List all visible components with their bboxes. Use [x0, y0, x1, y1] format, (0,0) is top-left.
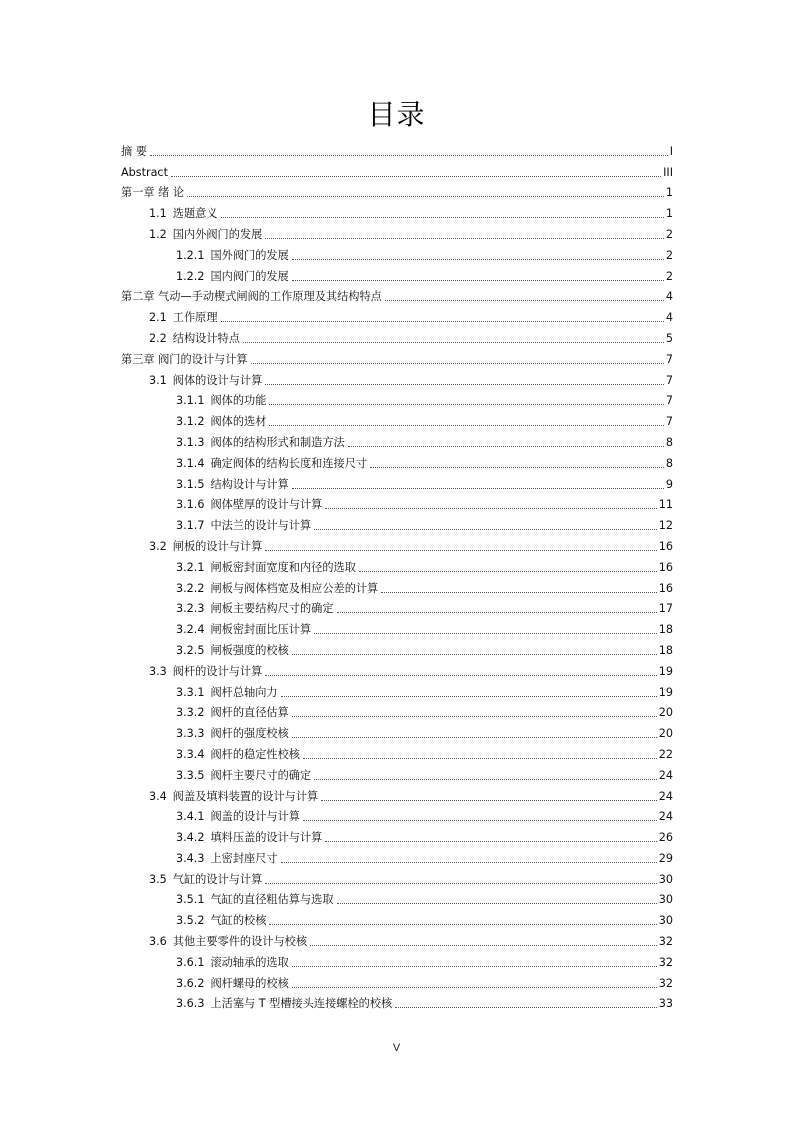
toc-dot-leader — [292, 280, 664, 281]
toc-dot-leader — [310, 945, 657, 946]
toc-dot-leader — [281, 696, 657, 697]
toc-dot-leader — [381, 592, 656, 593]
toc-entry[interactable] — [121, 741, 673, 762]
toc-entry-number: 3.1.3 — [176, 435, 205, 449]
toc-entry-page: 33 — [658, 997, 673, 1011]
toc-entry-title: 国内外阀门的发展 — [172, 227, 263, 241]
toc-entry-title: 中法兰的设计与计算 — [210, 519, 312, 533]
table-of-contents — [121, 138, 673, 1011]
toc-entry-title: 上密封座尺寸 — [210, 851, 278, 865]
toc-entry[interactable] — [121, 949, 673, 970]
toc-dot-leader — [243, 342, 664, 343]
toc-entry[interactable] — [121, 533, 673, 554]
toc-dot-leader — [221, 321, 664, 322]
toc-entry-page: 30 — [658, 893, 673, 907]
toc-entry-number: 3.6.3 — [176, 997, 205, 1011]
toc-entry[interactable] — [121, 304, 673, 325]
toc-entry[interactable] — [121, 596, 673, 617]
toc-dot-leader — [265, 883, 656, 884]
toc-entry[interactable] — [121, 824, 673, 845]
toc-entry[interactable] — [121, 450, 673, 471]
toc-dot-leader — [395, 1007, 657, 1008]
toc-entry-page: 1 — [665, 207, 673, 221]
toc-entry-page: 32 — [658, 955, 673, 969]
toc-entry-number: 3.3.5 — [176, 768, 205, 782]
toc-dot-leader — [370, 467, 664, 468]
toc-entry-title: Abstract — [121, 165, 168, 179]
toc-dot-leader — [292, 966, 657, 967]
toc-entry-page: 9 — [665, 477, 673, 491]
toc-entry-number: 3.2.3 — [176, 602, 205, 616]
toc-entry-title: 滚动轴承的选取 — [210, 955, 289, 969]
toc-entry-number: 3.4.1 — [176, 810, 205, 824]
toc-entry-page: 18 — [658, 643, 673, 657]
toc-entry-title: 国内阀门的发展 — [210, 269, 289, 283]
toc-entry-title: 气缸的直径粗估算与选取 — [210, 893, 334, 907]
toc-entry-title: 气缸的设计与计算 — [172, 872, 263, 886]
toc-entry-number: 3.1 — [149, 373, 167, 387]
toc-entry-page: 22 — [658, 747, 673, 761]
toc-entry[interactable] — [121, 575, 673, 596]
toc-entry-title: 闸板主要结构尺寸的确定 — [210, 602, 334, 616]
toc-dot-leader — [337, 903, 657, 904]
toc-entry[interactable] — [121, 367, 673, 388]
toc-entry-page: 30 — [658, 872, 673, 886]
toc-entry-page: 18 — [658, 623, 673, 637]
toc-entry[interactable] — [121, 325, 673, 346]
toc-entry-number: 3.1.6 — [176, 498, 205, 512]
toc-entry[interactable] — [121, 991, 673, 1012]
toc-entry-title: 工作原理 — [172, 311, 218, 325]
toc-entry[interactable] — [121, 845, 673, 866]
toc-entry-page: 7 — [665, 373, 673, 387]
toc-entry-page: 32 — [658, 935, 673, 949]
toc-dot-leader — [265, 238, 664, 239]
toc-dot-leader — [292, 259, 664, 260]
toc-dot-leader — [314, 633, 657, 634]
toc-entry-number: 3.3.3 — [176, 727, 205, 741]
toc-entry[interactable] — [121, 492, 673, 513]
toc-entry-page: 12 — [658, 519, 673, 533]
toc-entry[interactable] — [121, 887, 673, 908]
toc-entry[interactable] — [121, 658, 673, 679]
toc-entry-title: 结构设计与计算 — [210, 477, 289, 491]
toc-entry-page: 11 — [658, 498, 673, 512]
toc-entry-title: 第一章 绪 论 — [121, 186, 185, 200]
toc-entry-title: 第三章 阀门的设计与计算 — [121, 352, 248, 366]
toc-entry[interactable] — [121, 221, 673, 242]
toc-entry-title: 阀杆总轴向力 — [210, 685, 278, 699]
toc-dot-leader — [269, 924, 656, 925]
toc-entry-title: 第二章 气动—手动楔式闸阀的工作原理及其结构特点 — [121, 290, 382, 304]
toc-dot-leader — [337, 612, 657, 613]
toc-entry-title: 填料压盖的设计与计算 — [210, 831, 323, 845]
toc-dot-leader — [265, 675, 656, 676]
toc-entry-number: 3.1.2 — [176, 415, 205, 429]
toc-entry-title: 阀杆主要尺寸的确定 — [210, 768, 312, 782]
toc-entry-page: 19 — [658, 664, 673, 678]
toc-entry[interactable] — [121, 637, 673, 658]
toc-entry-page: I — [669, 144, 673, 158]
toc-entry-number: 3.2.2 — [176, 581, 205, 595]
toc-entry[interactable] — [121, 263, 673, 284]
toc-entry-number: 3.2.4 — [176, 623, 205, 637]
toc-entry-number: 3.6.1 — [176, 955, 205, 969]
toc-dot-leader — [269, 404, 663, 405]
toc-entry-page: 7 — [665, 352, 673, 366]
toc-entry-number: 3.3.2 — [176, 706, 205, 720]
toc-entry-number: 3.1.7 — [176, 519, 205, 533]
toc-entry-page: 24 — [658, 768, 673, 782]
toc-entry-number: 1.2.2 — [176, 269, 205, 283]
toc-entry[interactable] — [121, 512, 673, 533]
toc-entry[interactable] — [121, 907, 673, 928]
toc-entry-page: 2 — [665, 248, 673, 262]
toc-entry-number: 3.4 — [149, 789, 167, 803]
toc-entry[interactable] — [121, 388, 673, 409]
toc-entry-page: 7 — [665, 415, 673, 429]
toc-entry-page: 8 — [665, 456, 673, 470]
toc-entry-page: 20 — [658, 706, 673, 720]
toc-entry[interactable] — [121, 180, 673, 201]
toc-entry[interactable] — [121, 471, 673, 492]
toc-entry[interactable] — [121, 284, 673, 305]
toc-entry-page: 2 — [665, 269, 673, 283]
toc-entry-number: 3.2.1 — [176, 560, 205, 574]
toc-entry-page: 29 — [658, 851, 673, 865]
toc-dot-leader — [292, 737, 657, 738]
toc-entry[interactable] — [121, 804, 673, 825]
toc-dot-leader — [303, 758, 657, 759]
toc-entry-page: 19 — [658, 685, 673, 699]
toc-entry-title: 上活塞与 T 型槽接头连接螺栓的校核 — [210, 997, 393, 1011]
toc-entry-page: 16 — [658, 560, 673, 574]
toc-dot-leader — [292, 716, 657, 717]
toc-entry-page: 7 — [665, 394, 673, 408]
toc-entry[interactable] — [121, 762, 673, 783]
toc-dot-leader — [292, 654, 657, 655]
toc-dot-leader — [265, 550, 656, 551]
toc-entry[interactable] — [121, 200, 673, 221]
toc-entry-page: 2 — [665, 227, 673, 241]
toc-dot-leader — [303, 820, 657, 821]
toc-entry-title: 选题意义 — [172, 207, 218, 221]
toc-entry-title: 闸板的设计与计算 — [172, 539, 263, 553]
toc-entry-page: 4 — [665, 311, 673, 325]
toc-entry-title: 其他主要零件的设计与校核 — [172, 935, 308, 949]
toc-entry-page: 5 — [665, 331, 673, 345]
toc-entry-title: 阀体的结构形式和制造方法 — [210, 435, 345, 449]
toc-entry-title: 摘 要 — [121, 144, 147, 158]
toc-entry-number: 3.5.2 — [176, 914, 205, 928]
toc-entry-number: 3.4.2 — [176, 831, 205, 845]
toc-entry-title: 国外阀门的发展 — [210, 248, 289, 262]
toc-entry[interactable] — [121, 616, 673, 637]
toc-entry-title: 阀杆螺母的校核 — [210, 976, 289, 990]
toc-dot-leader — [187, 196, 664, 197]
toc-dot-leader — [292, 987, 657, 988]
toc-entry-number: 2.2 — [149, 331, 167, 345]
page-number-footer: V — [392, 1042, 401, 1054]
toc-entry-page: III — [663, 165, 673, 179]
toc-dot-leader — [251, 363, 664, 364]
toc-entry-title: 阀体的选材 — [210, 415, 267, 429]
toc-entry-page: 1 — [665, 186, 673, 200]
toc-entry[interactable] — [121, 700, 673, 721]
toc-entry[interactable] — [121, 783, 673, 804]
toc-entry[interactable] — [121, 159, 673, 180]
toc-entry-number: 3.5 — [149, 872, 167, 886]
toc-entry[interactable] — [121, 970, 673, 991]
toc-entry-title: 闸板强度的校核 — [210, 643, 289, 657]
toc-entry[interactable] — [121, 408, 673, 429]
toc-entry[interactable] — [121, 928, 673, 949]
toc-entry-title: 闸板密封面宽度和内径的选取 — [210, 560, 356, 574]
toc-entry[interactable] — [121, 554, 673, 575]
toc-entry-title: 阀杆的稳定性校核 — [210, 747, 300, 761]
toc-entry[interactable] — [121, 242, 673, 263]
toc-entry-title: 结构设计特点 — [172, 331, 240, 345]
toc-entry-page: 26 — [658, 831, 673, 845]
toc-entry[interactable] — [121, 138, 673, 159]
toc-entry-number: 3.2.5 — [176, 643, 205, 657]
toc-entry-title: 阀杆的设计与计算 — [172, 664, 263, 678]
toc-dot-leader — [314, 779, 657, 780]
toc-dot-leader — [171, 176, 661, 177]
toc-dot-leader — [359, 571, 657, 572]
toc-entry-number: 3.3.4 — [176, 747, 205, 761]
toc-dot-leader — [150, 155, 668, 156]
toc-entry-number: 1.1 — [149, 207, 167, 221]
toc-dot-leader — [321, 800, 657, 801]
toc-entry-number: 1.2 — [149, 227, 167, 241]
toc-dot-leader — [385, 300, 664, 301]
toc-entry-number: 1.2.1 — [176, 248, 205, 262]
toc-entry-title: 阀杆的强度校核 — [210, 727, 289, 741]
toc-dot-leader — [325, 508, 656, 509]
toc-entry-page: 20 — [658, 727, 673, 741]
toc-entry-page: 30 — [658, 914, 673, 928]
toc-entry-title: 确定阀体的结构长度和连接尺寸 — [210, 456, 368, 470]
toc-entry-number: 3.5.1 — [176, 893, 205, 907]
page-title: 目录 — [367, 98, 426, 131]
toc-entry-number: 3.3 — [149, 664, 167, 678]
toc-entry-number: 3.6 — [149, 935, 167, 949]
toc-entry-number: 3.3.1 — [176, 685, 205, 699]
toc-entry-number: 3.1.1 — [176, 394, 205, 408]
toc-entry-page: 8 — [665, 435, 673, 449]
toc-entry-title: 阀盖的设计与计算 — [210, 810, 300, 824]
toc-entry[interactable] — [121, 679, 673, 700]
toc-dot-leader — [281, 862, 657, 863]
toc-dot-leader — [292, 488, 664, 489]
toc-entry-title: 气缸的校核 — [210, 914, 267, 928]
toc-entry-number: 3.1.4 — [176, 456, 205, 470]
toc-entry-title: 闸板与阀体档宽及相应公差的计算 — [210, 581, 379, 595]
toc-entry-number: 3.1.5 — [176, 477, 205, 491]
toc-entry-number: 3.2 — [149, 539, 167, 553]
toc-entry-page: 24 — [658, 789, 673, 803]
toc-entry[interactable] — [121, 429, 673, 450]
toc-entry-title: 阀体的设计与计算 — [172, 373, 263, 387]
toc-dot-leader — [314, 529, 657, 530]
toc-entry[interactable] — [121, 720, 673, 741]
toc-entry-title: 阀体壁厚的设计与计算 — [210, 498, 323, 512]
toc-entry[interactable] — [121, 866, 673, 887]
toc-entry-title: 阀盖及填料装置的设计与计算 — [172, 789, 319, 803]
toc-dot-leader — [269, 425, 663, 426]
toc-entry-page: 17 — [658, 602, 673, 616]
toc-entry-page: 16 — [658, 581, 673, 595]
toc-entry-number: 3.6.2 — [176, 976, 205, 990]
toc-entry-page: 24 — [658, 810, 673, 824]
toc-entry-number: 2.1 — [149, 311, 167, 325]
toc-entry-page: 16 — [658, 539, 673, 553]
toc-entry-title: 阀体的功能 — [210, 394, 267, 408]
toc-dot-leader — [221, 217, 664, 218]
toc-dot-leader — [348, 446, 664, 447]
toc-entry[interactable] — [121, 346, 673, 367]
toc-dot-leader — [265, 384, 664, 385]
toc-entry-title: 阀杆的直径估算 — [210, 706, 289, 720]
toc-entry-number: 3.4.3 — [176, 851, 205, 865]
toc-entry-page: 4 — [665, 290, 673, 304]
toc-dot-leader — [325, 841, 656, 842]
toc-entry-page: 32 — [658, 976, 673, 990]
toc-entry-title: 闸板密封面比压计算 — [210, 623, 312, 637]
